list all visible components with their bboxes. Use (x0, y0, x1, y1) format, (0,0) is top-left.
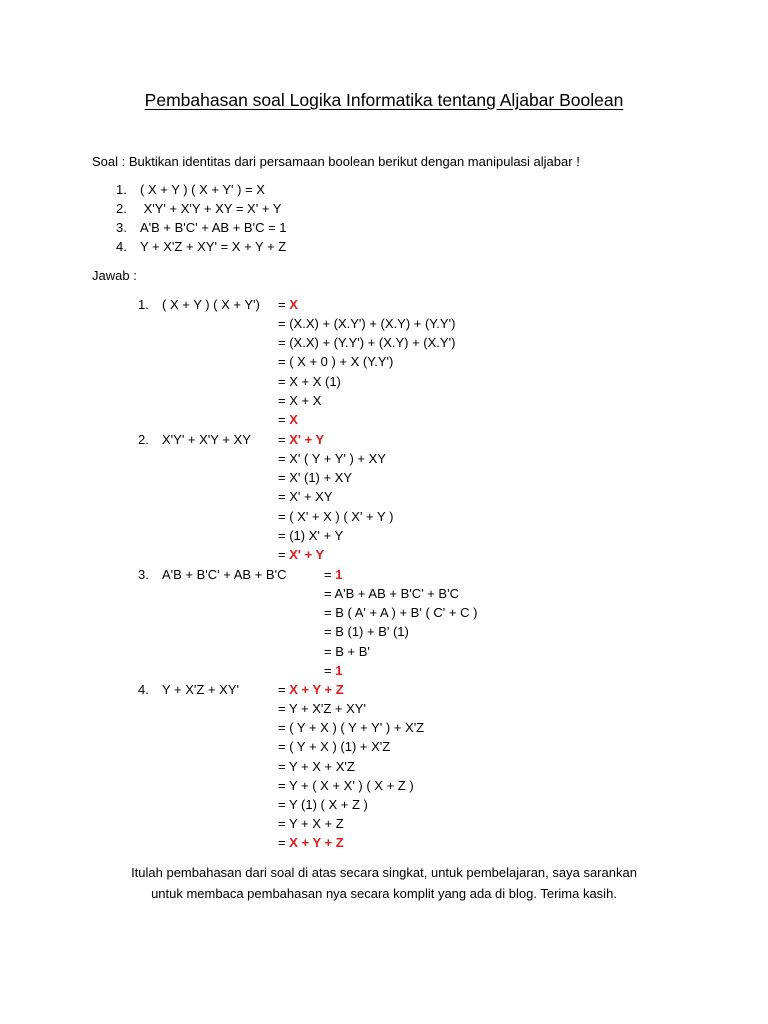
equals-sign: = (278, 373, 290, 389)
answer-step-line (278, 777, 414, 795)
answer-result-line (324, 662, 342, 680)
equals-sign: = (278, 297, 290, 312)
answer-step-line (278, 527, 343, 545)
answer-step-line (324, 623, 409, 641)
answer-result-line (278, 431, 324, 449)
answer-result-line (278, 681, 344, 699)
answer-expression: X'Y' + X'Y + XY (162, 432, 251, 447)
equals-sign: = (324, 605, 336, 621)
answer-step-line (278, 315, 455, 333)
answer-result-line (278, 546, 324, 564)
equals-sign: = (278, 354, 290, 370)
step-text: X' ( Y + Y' ) + XY (289, 451, 386, 467)
step-text: (X.X) + (Y.Y') + (X.Y) + (X.Y') (289, 335, 456, 351)
question-text: A'B + B'C' + AB + B'C = 1 (140, 220, 287, 235)
answer-result-line (278, 296, 298, 314)
equals-sign: = (324, 643, 336, 659)
equals-sign: = (278, 489, 290, 505)
answer-expression: A'B + B'C' + AB + B'C (162, 567, 287, 582)
closing-line: Itulah pembahasan dari soal di atas secara singkat, untuk pembelajaran, saya sarankan (131, 865, 637, 880)
answer-step-line (278, 738, 390, 756)
equals-sign: = (278, 411, 290, 427)
equals-sign: = (278, 392, 290, 408)
question-text: Y + X'Z + XY' = X + Y + Z (140, 239, 287, 254)
answer-step-line (278, 719, 424, 737)
answer-result-line (278, 411, 298, 429)
step-text: X + X (1) (289, 373, 341, 389)
equals-sign: = (278, 796, 289, 812)
highlighted-result: X (289, 297, 298, 312)
highlighted-result: X' + Y (289, 546, 325, 562)
step-text: X + X (289, 392, 322, 408)
question-text: ( X + Y ) ( X + Y' ) = X (140, 182, 265, 197)
jawab-label: Jawab : (92, 268, 137, 283)
equals-sign: = (278, 758, 289, 774)
answer-number: 2. (138, 432, 149, 447)
soal-instruction: Soal : Buktikan identitas dari persamaan boolean berikut dengan manipulasi aljabar ! (92, 154, 580, 169)
equals-sign: = (324, 624, 336, 640)
answer-number: 1. (138, 297, 149, 312)
equals-sign: = (324, 586, 335, 602)
answer-step-line (324, 585, 459, 603)
question-text: X'Y' + X'Y + XY = X' + Y (140, 201, 282, 216)
answer-step-line (278, 508, 393, 526)
question-number: 2. (116, 201, 127, 216)
equals-sign: = (278, 508, 290, 524)
step-text: (X.X) + (X.Y') + (X.Y) + (Y.Y') (289, 316, 456, 332)
equals-sign: = (278, 451, 290, 467)
answer-step-line (278, 488, 333, 506)
highlighted-result: X + Y + Z (289, 835, 344, 851)
answer-step-line (278, 334, 455, 352)
equals-sign: = (278, 739, 290, 755)
equals-sign: = (278, 682, 290, 697)
highlighted-result: X + Y + Z (289, 682, 344, 697)
equals-sign: = (278, 720, 290, 736)
answer-step-line (278, 815, 344, 833)
equals-sign: = (278, 432, 290, 447)
step-text: ( X' + X ) ( X' + Y ) (289, 508, 394, 524)
highlighted-result: X (289, 411, 298, 427)
step-text: ( Y + X ) (1) + X'Z (289, 739, 391, 755)
answer-step-line (278, 392, 321, 410)
highlighted-result: X' + Y (289, 432, 325, 447)
step-text: Y + ( X + X' ) ( X + Z ) (288, 777, 414, 793)
closing-note (0, 862, 768, 904)
step-text: X' + XY (289, 489, 333, 505)
equals-sign: = (278, 816, 289, 832)
equals-sign: = (278, 835, 290, 851)
answer-step-line (278, 700, 366, 718)
question-number: 4. (116, 239, 127, 254)
equals-sign: = (278, 470, 290, 486)
answer-step-line (324, 643, 370, 661)
equals-sign: = (278, 316, 290, 332)
answer-step-line (278, 796, 368, 814)
answer-result-line (324, 566, 342, 584)
highlighted-result: 1 (335, 662, 343, 678)
equals-sign: = (278, 335, 290, 351)
equals-sign: = (278, 777, 289, 793)
step-text: Y (1) ( X + Z ) (288, 796, 368, 812)
step-text: ( X + 0 ) + X (Y.Y') (289, 354, 394, 370)
equals-sign: = (278, 527, 290, 543)
step-text: Y + X + X'Z (288, 758, 355, 774)
answer-step-line (278, 373, 341, 391)
step-text: ( Y + X ) ( Y + Y' ) + X'Z (289, 720, 425, 736)
equals-sign: = (278, 546, 290, 562)
equals-sign: = (278, 701, 289, 717)
page-title: Pembahasan soal Logika Informatika tentang Aljabar Boolean (144, 90, 624, 110)
highlighted-result: 1 (335, 567, 343, 582)
step-text: B ( A' + A ) + B' ( C' + C ) (335, 605, 478, 621)
equals-sign: = (324, 662, 336, 678)
step-text: Y + X'Z + XY' (288, 701, 366, 717)
answer-step-line (324, 604, 477, 622)
answer-number: 4. (138, 682, 149, 697)
answer-step-line (278, 353, 393, 371)
step-text: Y + X + Z (288, 816, 344, 832)
step-text: X' (1) + XY (289, 470, 353, 486)
answer-step-line (278, 450, 386, 468)
answer-step-line (278, 469, 352, 487)
question-number: 3. (116, 220, 127, 235)
answer-expression: ( X + Y ) ( X + Y') (162, 297, 260, 312)
question-number: 1. (116, 182, 127, 197)
equals-sign: = (324, 567, 336, 582)
step-text: A'B + AB + B'C' + B'C (334, 586, 459, 602)
step-text: B (1) + B' (1) (335, 624, 409, 640)
step-text: (1) X' + Y (289, 527, 344, 543)
closing-line: untuk membaca pembahasan nya secara komplit yang ada di blog. Terima kasih. (151, 886, 617, 901)
answer-step-line (278, 758, 355, 776)
answer-expression: Y + X'Z + XY' (162, 682, 239, 697)
answer-result-line (278, 834, 344, 852)
step-text: B + B' (335, 643, 370, 659)
answer-number: 3. (138, 567, 149, 582)
